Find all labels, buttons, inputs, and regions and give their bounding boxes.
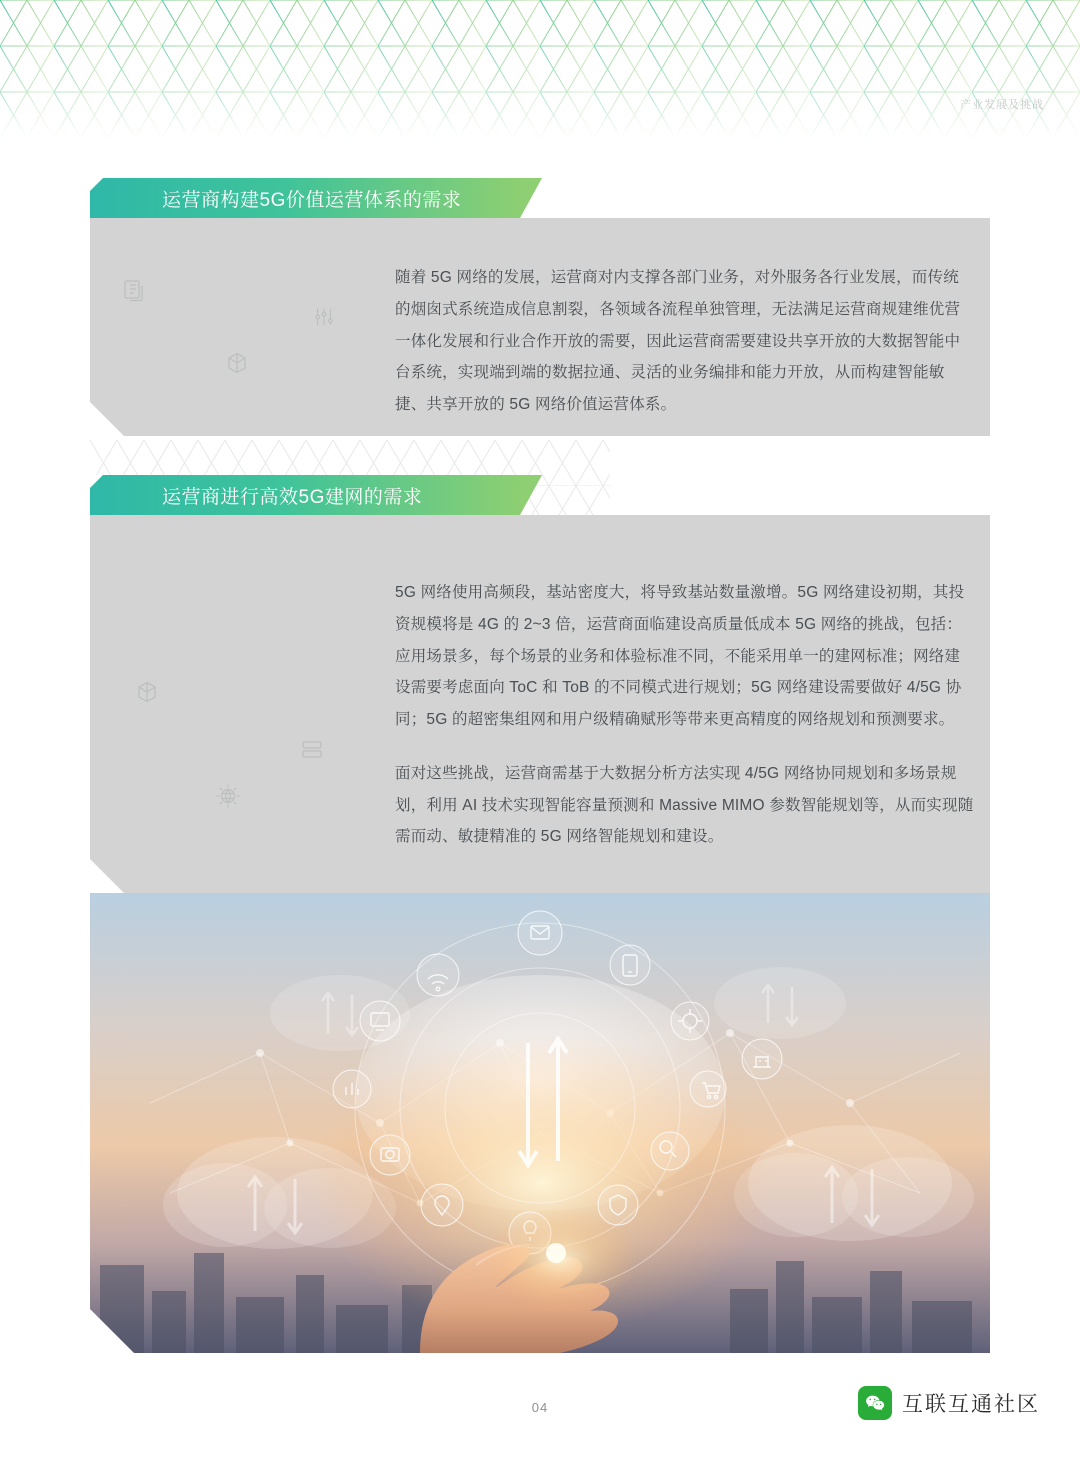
- top-decorative-band: [0, 0, 1080, 140]
- wechat-icon: [858, 1386, 892, 1420]
- section-1-panel: [90, 218, 990, 436]
- section-2-paragraph-2: 面对这些挑战，运营商需基于大数据分析方法实现 4/5G 网络协同规划和多场景规划，利用 AI 技术实现智能容量预测和 Massive MIMO 参数智能规划等，从而实现随需而动、敏捷精准的 5G 网络智能规划和建设。: [395, 764, 974, 846]
- footer-brand: [858, 1386, 1040, 1420]
- section-1-heading-ribbon: [90, 178, 520, 218]
- panel-corner-notch: [90, 859, 124, 893]
- section-2-heading-ribbon: [90, 475, 520, 515]
- header-section-tag: 产业发展及挑战: [960, 99, 1044, 111]
- cube-node-icon: [135, 680, 159, 704]
- hero-corner-notch: [90, 1309, 134, 1353]
- section-2-body: [395, 577, 974, 853]
- section-1-body: [395, 262, 974, 421]
- sliders-icon: [313, 306, 335, 328]
- server-icon: [300, 737, 324, 761]
- section-efficient-5g-network: [90, 475, 990, 893]
- page-number: 04: [531, 1400, 549, 1415]
- ribbon-tail-icon: [520, 178, 542, 218]
- section-2-panel: [90, 515, 990, 893]
- globe-network-icon: [215, 783, 241, 809]
- footer-brand-name: 互联互通社区: [902, 1392, 1040, 1416]
- section-2-paragraph-1: 5G 网络使用高频段，基站密度大，将导致基站数量激增。5G 网络建设初期，其投资规模将是 4G 的 2~3 倍，运营商面临建设高质量低成本 5G 网络的挑战，包括：应用场景多，每个场景的业务和体验标准不同，不能采用单一的建网标准；网络建设需要考虑面向 ToC 和 ToB 的不同模式进行规划；5G 网络建设需要做好 4/5G 协同；5G 的超密集组网和用户级精确赋形等带来更高精度的网络规划和预测要求。: [395, 584, 965, 729]
- section-operator-value-system: [90, 178, 990, 436]
- panel-corner-notch: [90, 402, 124, 436]
- section-1-paragraph-1: 随着 5G 网络的发展，运营商对内支撑各部门业务，对外服务各行业发展，而传统的烟囱式系统造成信息割裂，各领域各流程单独管理，无法满足运营商规建维优营一体化发展和行业合作开放的需要，因此运营商需要建设共享开放的大数据智能中台系统，实现端到端的数据拉通、灵活的业务编排和能力开放，从而构建智能敏捷、共享开放的 5G 网络价值运营体系。: [395, 269, 961, 414]
- hero-image-cloud-network-in-hand: [90, 893, 990, 1353]
- section-1-heading-text: 运营商构建5G价值运营体系的需求: [162, 189, 462, 211]
- hero-illustration-graphic: [90, 893, 990, 1353]
- cloud-top-right: [714, 967, 846, 1039]
- document-copy-icon: [122, 278, 148, 304]
- section-2-heading-text: 运营商进行高效5G建网的需求: [162, 486, 423, 508]
- ribbon-tail-icon: [520, 475, 542, 515]
- triangle-mesh-graphic: [0, 0, 1080, 140]
- cube-node-icon: [225, 351, 249, 375]
